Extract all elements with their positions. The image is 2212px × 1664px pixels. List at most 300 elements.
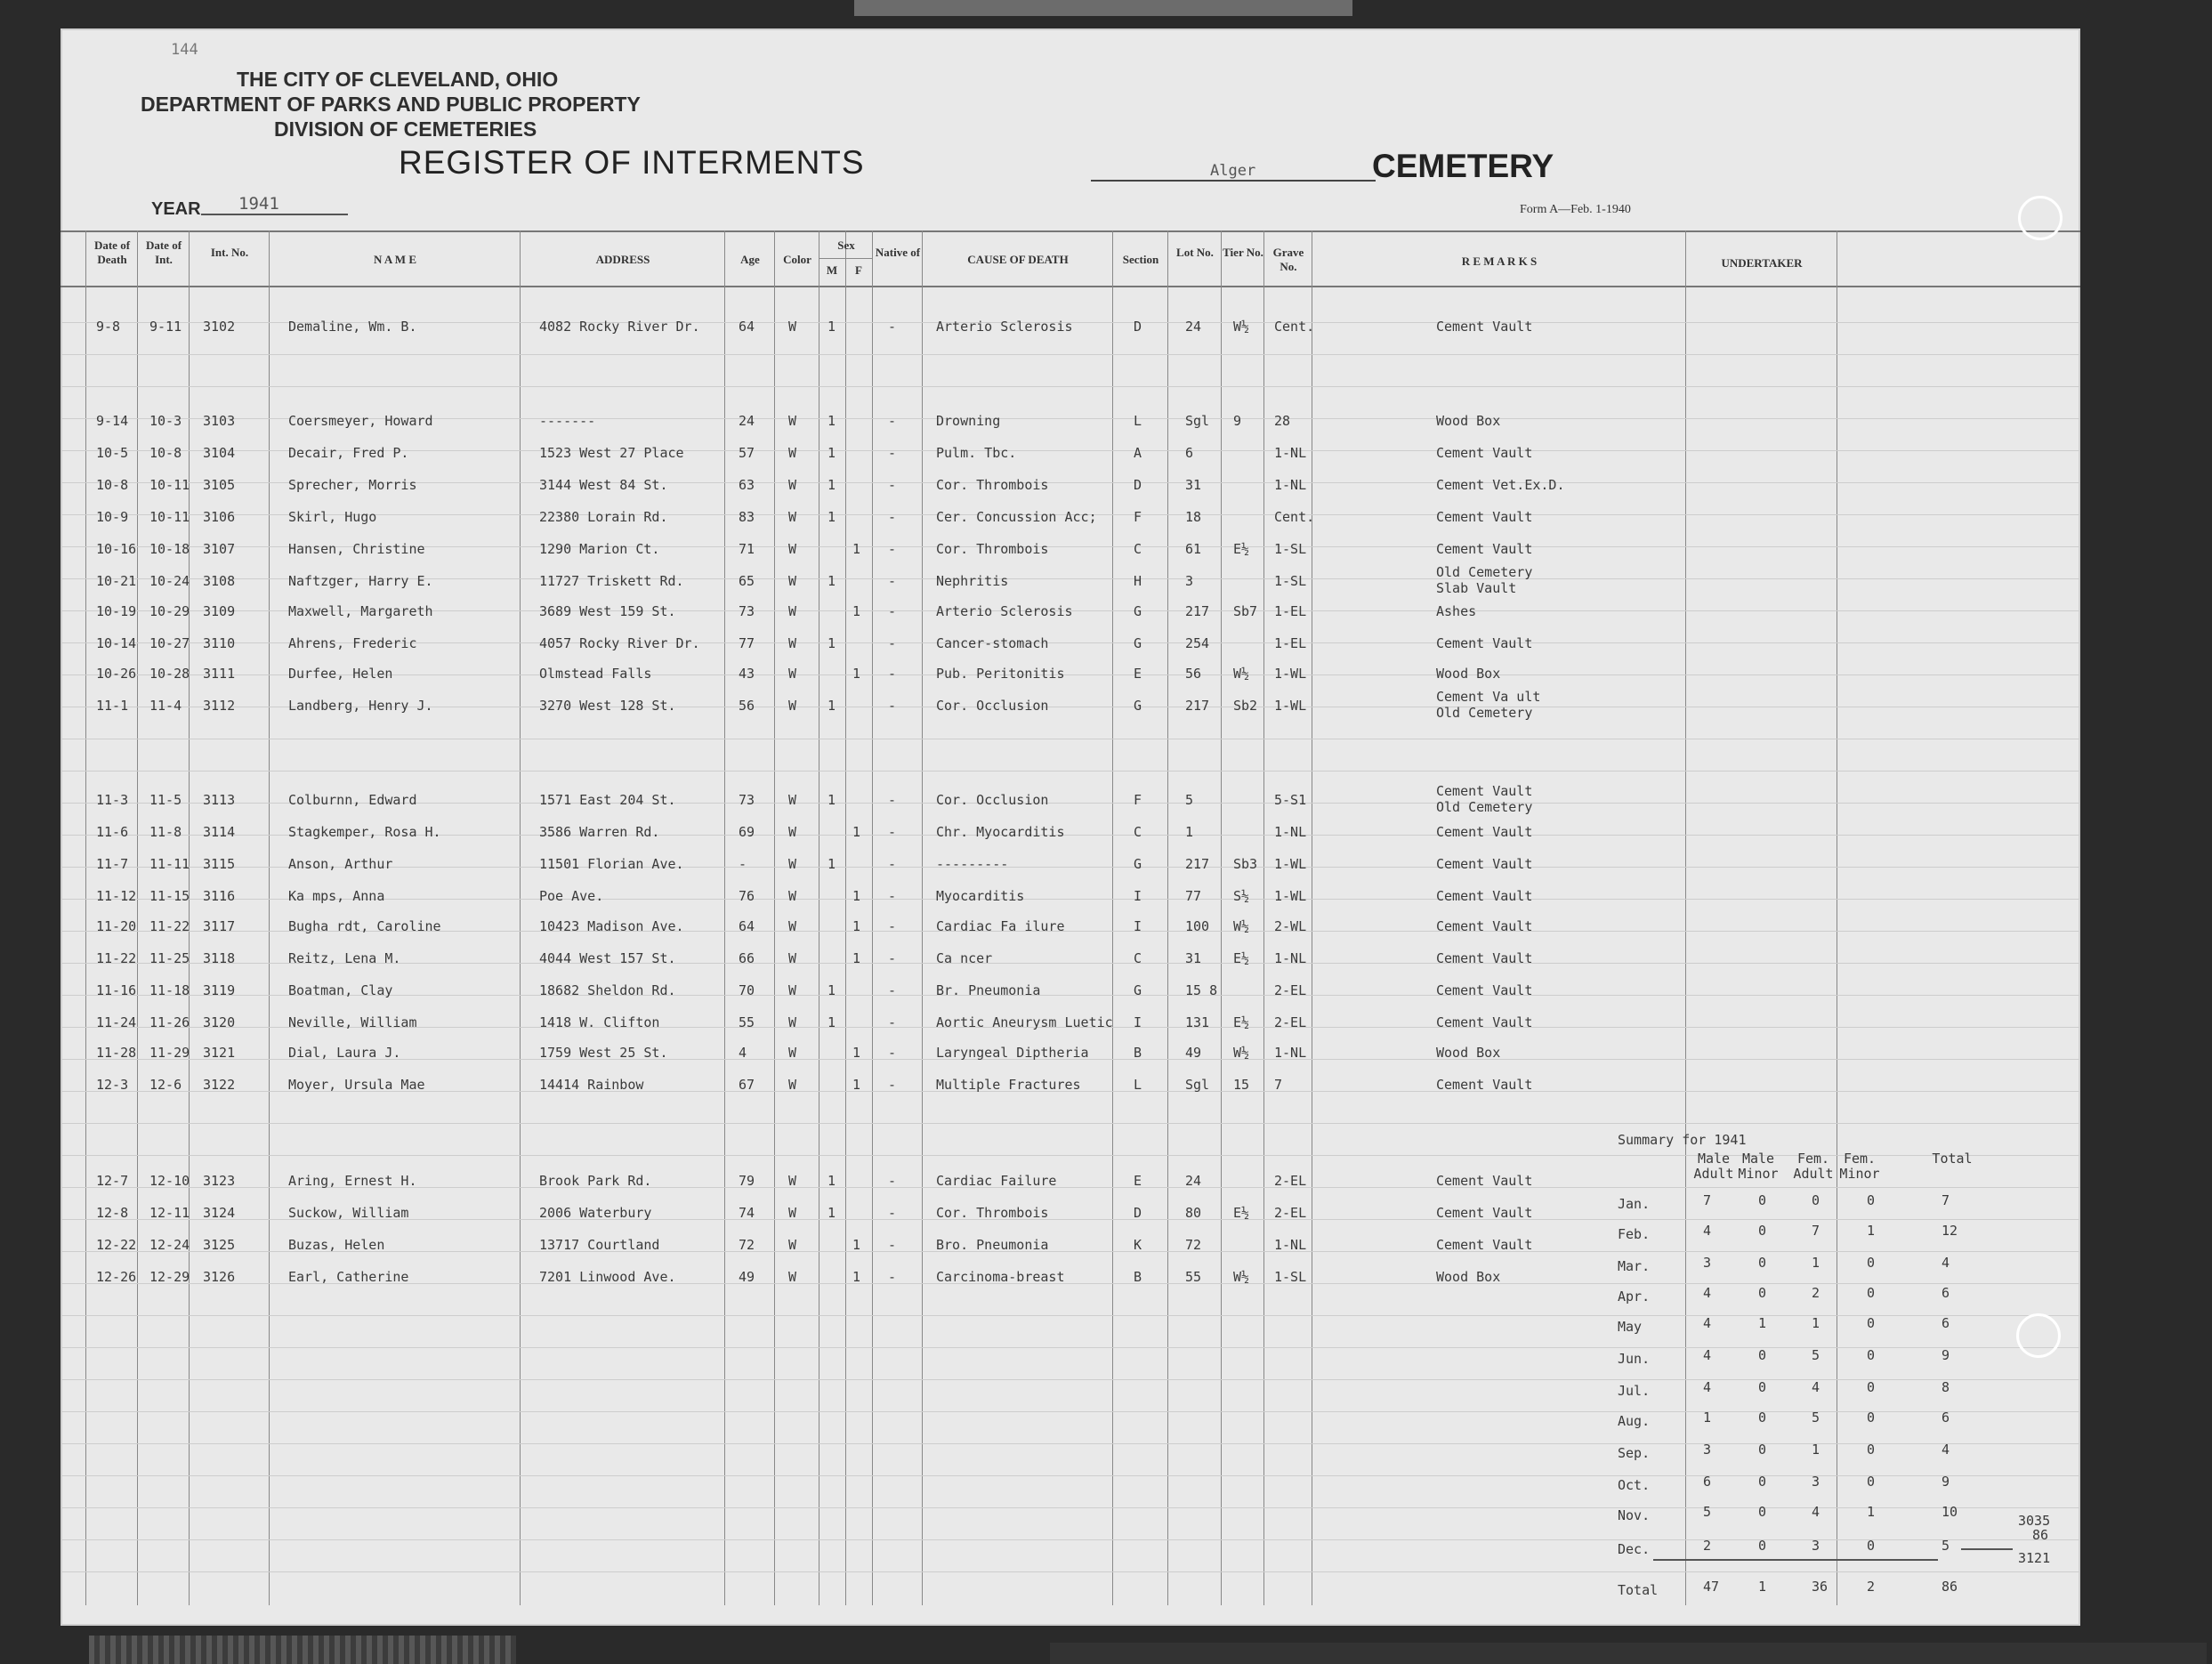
summary-value: 6: [1942, 1285, 1950, 1301]
cell-age: 67: [739, 1077, 755, 1093]
cell-no: 3118: [203, 950, 236, 966]
summary-header: Male Adult: [1693, 1151, 1734, 1182]
cell-dod: 10-8: [96, 477, 129, 493]
margin-calculation: 86: [2032, 1527, 2049, 1543]
cell-m: 1: [827, 856, 836, 872]
cell-addr: 1571 East 204 St.: [539, 792, 676, 808]
summary-value: 9: [1942, 1347, 1950, 1363]
cell-remarks: Cement Vault: [1436, 1014, 1533, 1030]
cell-native: -: [888, 888, 897, 904]
cell-tier: E½: [1233, 1205, 1250, 1221]
ruled-line: [61, 1443, 2080, 1444]
summary-month: Apr.: [1618, 1288, 1651, 1305]
cell-addr: 13717 Courtland: [539, 1237, 660, 1253]
cell-cause: Cor. Occlusion: [936, 698, 1049, 714]
cell-tier: E½: [1233, 541, 1250, 557]
cell-tier: Sb7: [1233, 603, 1258, 619]
cell-sec: G: [1134, 982, 1142, 998]
cell-remarks: Wood Box: [1436, 1269, 1501, 1285]
header-bottom-border: [61, 286, 2080, 287]
summary-value: 4: [1812, 1504, 1820, 1520]
cell-no: 3104: [203, 445, 236, 461]
cell-native: -: [888, 573, 897, 589]
cell-doi: 9-11: [149, 319, 182, 335]
binder-hole: [2016, 1313, 2061, 1358]
cell-lot: 18: [1185, 509, 1202, 525]
cell-m: 1: [827, 477, 836, 493]
summary-total-value: 47: [1703, 1579, 1720, 1595]
cell-lot: 15 8: [1185, 982, 1218, 998]
cell-m: 1: [827, 792, 836, 808]
cell-native: -: [888, 413, 897, 429]
summary-value: 0: [1867, 1442, 1876, 1458]
cell-name: Coersmeyer, Howard: [288, 413, 433, 429]
cell-lot: 1: [1185, 824, 1194, 840]
cell-age: 63: [739, 477, 755, 493]
cell-color: W: [788, 666, 797, 682]
cell-tier: 15: [1233, 1077, 1250, 1093]
cell-grave: 2-EL: [1274, 1014, 1307, 1030]
form-number: Form A—Feb. 1-1940: [1520, 203, 1631, 216]
cell-sec: D: [1134, 1205, 1142, 1221]
cell-tier: W½: [1233, 319, 1250, 335]
summary-value: 4: [1703, 1315, 1712, 1331]
cell-dod: 9-8: [96, 319, 121, 335]
cell-name: Colburnn, Edward: [288, 792, 417, 808]
cell-name: Aring, Ernest H.: [288, 1173, 417, 1189]
cell-addr: Poe Ave.: [539, 888, 604, 904]
cell-addr: 11727 Triskett Rd.: [539, 573, 684, 589]
summary-value: 0: [1758, 1538, 1767, 1554]
cell-tier: W½: [1233, 1269, 1250, 1285]
cell-f: 1: [852, 918, 861, 934]
cell-sec: E: [1134, 666, 1142, 682]
cell-lot: 49: [1185, 1045, 1202, 1061]
summary-value: 0: [1867, 1255, 1876, 1271]
cell-color: W: [788, 509, 797, 525]
cell-grave: 1-SL: [1274, 541, 1307, 557]
cell-color: W: [788, 319, 797, 335]
summary-value: 4: [1942, 1255, 1950, 1271]
summary-value: 0: [1758, 1474, 1767, 1490]
cell-tier: Sb3: [1233, 856, 1258, 872]
summary-value: 4: [1703, 1347, 1712, 1363]
summary-value: 4: [1942, 1442, 1950, 1458]
cell-native: -: [888, 509, 897, 525]
cell-grave: 1-WL: [1274, 888, 1307, 904]
cell-color: W: [788, 856, 797, 872]
cell-color: W: [788, 603, 797, 619]
register-title: REGISTER OF INTERMENTS: [399, 144, 865, 181]
cell-sec: F: [1134, 509, 1142, 525]
cell-age: 79: [739, 1173, 755, 1189]
cell-doi: 10-29: [149, 603, 190, 619]
cell-lot: 77: [1185, 888, 1202, 904]
cell-f: 1: [852, 541, 861, 557]
cell-tier: 9: [1233, 413, 1242, 429]
cell-tier: E½: [1233, 1014, 1250, 1030]
summary-value: 12: [1942, 1223, 1958, 1239]
cell-m: 1: [827, 573, 836, 589]
cell-grave: 7: [1274, 1077, 1283, 1093]
cell-name: Naftzger, Harry E.: [288, 573, 433, 589]
summary-value: 0: [1758, 1410, 1767, 1426]
cell-color: W: [788, 1077, 797, 1093]
cell-grave: Cent.: [1274, 319, 1315, 335]
cell-doi: 10-28: [149, 666, 190, 682]
cell-f: 1: [852, 1077, 861, 1093]
cell-name: Stagkemper, Rosa H.: [288, 824, 441, 840]
cell-doi: 10-8: [149, 445, 182, 461]
summary-title: Summary for 1941: [1618, 1132, 1747, 1148]
cell-remarks: Cement Vault: [1436, 541, 1533, 557]
summary-value: 5: [1812, 1410, 1820, 1426]
cell-native: -: [888, 1205, 897, 1221]
summary-value: 0: [1758, 1442, 1767, 1458]
cell-sec: E: [1134, 1173, 1142, 1189]
cell-remarks: Cement Vault: [1436, 918, 1533, 934]
cell-m: 1: [827, 1173, 836, 1189]
cell-cause: Br. Pneumonia: [936, 982, 1041, 998]
cell-color: W: [788, 413, 797, 429]
cell-addr: 10423 Madison Ave.: [539, 918, 684, 934]
cell-name: Sprecher, Morris: [288, 477, 417, 493]
margin-calculation: 3121: [2018, 1550, 2051, 1566]
cell-remarks: Ashes: [1436, 603, 1477, 619]
cell-native: -: [888, 792, 897, 808]
cell-lot: 217: [1185, 698, 1210, 714]
cell-age: -: [739, 856, 747, 872]
summary-value: 1: [1812, 1442, 1820, 1458]
cell-color: W: [788, 888, 797, 904]
cell-lot: 24: [1185, 319, 1202, 335]
cell-sec: I: [1134, 1014, 1142, 1030]
summary-value: 0: [1758, 1223, 1767, 1239]
film-edge-bottom: [89, 1636, 516, 1664]
cell-sec: C: [1134, 541, 1142, 557]
cell-remarks: Cement Vet.Ex.D.: [1436, 477, 1565, 493]
summary-header: Male Minor: [1738, 1151, 1779, 1182]
cell-remarks-second-line: Slab Vault: [1436, 580, 1517, 596]
year-label: YEAR: [151, 199, 201, 219]
column-divider: [774, 230, 775, 1605]
film-edge-bottom-right: [1050, 1643, 2207, 1664]
cell-name: Anson, Arthur: [288, 856, 393, 872]
cell-native: -: [888, 666, 897, 682]
cell-name: Landberg, Henry J.: [288, 698, 433, 714]
summary-value: 1: [1812, 1315, 1820, 1331]
cell-sec: C: [1134, 824, 1142, 840]
col-sex-m: M: [826, 263, 838, 277]
col-section: Section: [1122, 253, 1159, 266]
cell-age: 69: [739, 824, 755, 840]
summary-month: Nov.: [1618, 1507, 1651, 1523]
cell-sec: D: [1134, 319, 1142, 335]
cell-doi: 10-27: [149, 635, 190, 651]
summary-total-value: 2: [1867, 1579, 1876, 1595]
cell-grave: 1-NL: [1274, 824, 1307, 840]
cell-no: 3119: [203, 982, 236, 998]
cell-age: 55: [739, 1014, 755, 1030]
cell-remarks: Cement Vault: [1436, 319, 1533, 335]
cell-no: 3121: [203, 1045, 236, 1061]
cell-tier: W½: [1233, 666, 1250, 682]
column-divider: [724, 230, 725, 1605]
cell-native: -: [888, 477, 897, 493]
summary-value: 0: [1867, 1538, 1876, 1554]
column-divider: [1167, 230, 1168, 1605]
summary-value: 4: [1812, 1379, 1820, 1395]
cell-sec: F: [1134, 792, 1142, 808]
cell-dod: 11-7: [96, 856, 129, 872]
cell-grave: 1-NL: [1274, 445, 1307, 461]
cell-dod: 11-24: [96, 1014, 137, 1030]
cell-remarks-second-line: Old Cemetery: [1436, 705, 1533, 721]
ruled-line: [61, 1347, 2080, 1348]
cell-doi: 12-11: [149, 1205, 190, 1221]
binder-hole: [2018, 196, 2063, 240]
column-divider: [520, 230, 521, 1605]
cell-dod: 10-5: [96, 445, 129, 461]
cell-doi: 12-29: [149, 1269, 190, 1285]
cell-addr: 1523 West 27 Place: [539, 445, 684, 461]
summary-value: 1: [1812, 1255, 1820, 1271]
cell-tier: E½: [1233, 950, 1250, 966]
summary-value: 1: [1867, 1223, 1876, 1239]
cell-doi: 12-6: [149, 1077, 182, 1093]
cell-lot: 254: [1185, 635, 1210, 651]
cell-native: -: [888, 445, 897, 461]
cell-m: 1: [827, 1205, 836, 1221]
cell-color: W: [788, 541, 797, 557]
cell-age: 4: [739, 1045, 747, 1061]
cell-grave: 2-EL: [1274, 1173, 1307, 1189]
city-heading: THE CITY OF CLEVELAND, OHIO: [237, 68, 559, 91]
column-divider: [922, 230, 923, 1605]
cell-lot: 100: [1185, 918, 1210, 934]
cell-no: 3124: [203, 1205, 236, 1221]
cell-cause: Pulm. Tbc.: [936, 445, 1017, 461]
cell-dod: 10-26: [96, 666, 137, 682]
cell-m: 1: [827, 982, 836, 998]
summary-value: 6: [1942, 1410, 1950, 1426]
cell-lot: 56: [1185, 666, 1202, 682]
cell-age: 56: [739, 698, 755, 714]
summary-value: 1: [1703, 1410, 1712, 1426]
cell-doi: 12-10: [149, 1173, 190, 1189]
division-heading: DIVISION OF CEMETERIES: [274, 117, 537, 141]
cell-age: 76: [739, 888, 755, 904]
cell-color: W: [788, 918, 797, 934]
cell-dod: 10-21: [96, 573, 137, 589]
summary-value: 4: [1703, 1285, 1712, 1301]
margin-sum-rule: [1961, 1548, 2013, 1550]
summary-value: 6: [1942, 1315, 1950, 1331]
cemetery-label: CEMETERY: [1372, 148, 1554, 184]
cell-name: Demaline, Wm. B.: [288, 319, 417, 335]
col-native-of: Native of: [875, 246, 921, 259]
cell-native: -: [888, 541, 897, 557]
cell-remarks: Cement Vault: [1436, 635, 1533, 651]
cell-addr: 2006 Waterbury: [539, 1205, 652, 1221]
cell-color: W: [788, 698, 797, 714]
summary-value: 4: [1703, 1379, 1712, 1395]
cell-addr: 14414 Rainbow: [539, 1077, 644, 1093]
cell-no: 3102: [203, 319, 236, 335]
cell-color: W: [788, 635, 797, 651]
ruled-line: [61, 1411, 2080, 1412]
cell-age: 43: [739, 666, 755, 682]
cell-native: -: [888, 1269, 897, 1285]
summary-value: 3: [1812, 1474, 1820, 1490]
cell-dod: 10-19: [96, 603, 137, 619]
cell-grave: 28: [1274, 413, 1291, 429]
cell-lot: Sgl: [1185, 413, 1210, 429]
cell-cause: Laryngeal Diptheria: [936, 1045, 1089, 1061]
cell-sec: K: [1134, 1237, 1142, 1253]
cell-m: 1: [827, 698, 836, 714]
cell-lot: 6: [1185, 445, 1194, 461]
cell-doi: 10-3: [149, 413, 182, 429]
cell-remarks: Cement Vault: [1436, 856, 1533, 872]
cell-addr: 3586 Warren Rd.: [539, 824, 660, 840]
cell-sec: B: [1134, 1045, 1142, 1061]
cell-addr: 1418 W. Clifton: [539, 1014, 660, 1030]
cell-addr: Brook Park Rd.: [539, 1173, 652, 1189]
col-int-no: Int. No.: [210, 246, 249, 259]
cell-remarks: Cement Vault: [1436, 1173, 1533, 1189]
cell-cause: Cor. Thrombois: [936, 1205, 1049, 1221]
column-divider: [85, 230, 86, 1605]
cell-sec: G: [1134, 635, 1142, 651]
cell-no: 3126: [203, 1269, 236, 1285]
cell-native: -: [888, 698, 897, 714]
cell-name: Ahrens, Frederic: [288, 635, 417, 651]
cell-remarks: Cement Vault: [1436, 445, 1533, 461]
summary-value: 2: [1703, 1538, 1712, 1554]
cell-cause: Chr. Myocarditis: [936, 824, 1065, 840]
cell-dod: 10-16: [96, 541, 137, 557]
cell-age: 77: [739, 635, 755, 651]
cell-age: 49: [739, 1269, 755, 1285]
col-date-of-death: Date of Death: [93, 238, 131, 266]
cell-no: 3114: [203, 824, 236, 840]
summary-header: Fem. Minor: [1839, 1151, 1880, 1182]
summary-value: 0: [1867, 1192, 1876, 1208]
cell-grave: 2-WL: [1274, 918, 1307, 934]
cell-m: 1: [827, 635, 836, 651]
cell-name: Neville, William: [288, 1014, 417, 1030]
cell-age: 83: [739, 509, 755, 525]
cell-doi: 11-18: [149, 982, 190, 998]
ruled-line: [61, 354, 2080, 355]
cell-remarks: Cement Vault: [1436, 950, 1533, 966]
cell-native: -: [888, 950, 897, 966]
cell-color: W: [788, 1205, 797, 1221]
cell-remarks: Cement Va ult: [1436, 689, 1541, 705]
col-tier-no: Tier No.: [1223, 246, 1263, 259]
summary-value: 1: [1867, 1504, 1876, 1520]
cell-cause: Pub. Peritonitis: [936, 666, 1065, 682]
cell-no: 3109: [203, 603, 236, 619]
cell-name: Boatman, Clay: [288, 982, 393, 998]
cell-color: W: [788, 573, 797, 589]
cell-name: Suckow, William: [288, 1205, 409, 1221]
cell-sec: L: [1134, 1077, 1142, 1093]
summary-value: 2: [1812, 1285, 1820, 1301]
cell-addr: 7201 Linwood Ave.: [539, 1269, 676, 1285]
cell-name: Decair, Fred P.: [288, 445, 409, 461]
cell-tier: W½: [1233, 918, 1250, 934]
cell-age: 73: [739, 792, 755, 808]
summary-value: 0: [1867, 1347, 1876, 1363]
cell-cause: Cer. Concussion Acc;: [936, 509, 1097, 525]
summary-month: Sep.: [1618, 1445, 1651, 1461]
summary-header: Total: [1932, 1151, 1973, 1167]
cell-color: W: [788, 950, 797, 966]
summary-month: Dec.: [1618, 1541, 1651, 1557]
cell-dod: 10-9: [96, 509, 129, 525]
cell-native: -: [888, 1014, 897, 1030]
summary-value: 3: [1703, 1442, 1712, 1458]
cell-doi: 11-29: [149, 1045, 190, 1061]
cell-native: -: [888, 319, 897, 335]
summary-month: May: [1618, 1319, 1643, 1335]
cell-doi: 11-15: [149, 888, 190, 904]
year-underline: [201, 214, 348, 215]
cell-addr: 3144 West 84 St.: [539, 477, 668, 493]
summary-value: 6: [1703, 1474, 1712, 1490]
cell-remarks: Old Cemetery: [1436, 564, 1533, 580]
cell-native: -: [888, 1077, 897, 1093]
cell-sec: D: [1134, 477, 1142, 493]
cell-sec: I: [1134, 918, 1142, 934]
summary-value: 5: [1942, 1538, 1950, 1554]
cell-age: 72: [739, 1237, 755, 1253]
cell-native: -: [888, 1237, 897, 1253]
summary-month: Feb.: [1618, 1226, 1651, 1242]
cell-addr: 22380 Lorain Rd.: [539, 509, 668, 525]
cell-grave: 1-EL: [1274, 603, 1307, 619]
cell-no: 3116: [203, 888, 236, 904]
cell-doi: 12-24: [149, 1237, 190, 1253]
summary-month: Jul.: [1618, 1383, 1651, 1399]
cell-age: 71: [739, 541, 755, 557]
cell-remarks: Cement Vault: [1436, 509, 1533, 525]
cell-m: 1: [827, 509, 836, 525]
margin-calculation: 3035: [2018, 1513, 2051, 1529]
cell-grave: 1-NL: [1274, 477, 1307, 493]
column-divider: [872, 230, 873, 1605]
cell-cause: Cardiac Failure: [936, 1173, 1057, 1189]
film-edge-top: [854, 0, 1352, 16]
cell-doi: 11-25: [149, 950, 190, 966]
ruled-line: [61, 1475, 2080, 1476]
cell-name: Maxwell, Margareth: [288, 603, 433, 619]
cell-no: 3122: [203, 1077, 236, 1093]
summary-value: 3: [1812, 1538, 1820, 1554]
cell-dod: 12-3: [96, 1077, 129, 1093]
col-address: ADDRESS: [595, 253, 650, 266]
cell-color: W: [788, 982, 797, 998]
cell-lot: 61: [1185, 541, 1202, 557]
cell-doi: 11-26: [149, 1014, 190, 1030]
cell-f: 1: [852, 1045, 861, 1061]
cell-color: W: [788, 1173, 797, 1189]
cell-lot: 55: [1185, 1269, 1202, 1285]
cell-lot: 5: [1185, 792, 1194, 808]
cell-color: W: [788, 1045, 797, 1061]
